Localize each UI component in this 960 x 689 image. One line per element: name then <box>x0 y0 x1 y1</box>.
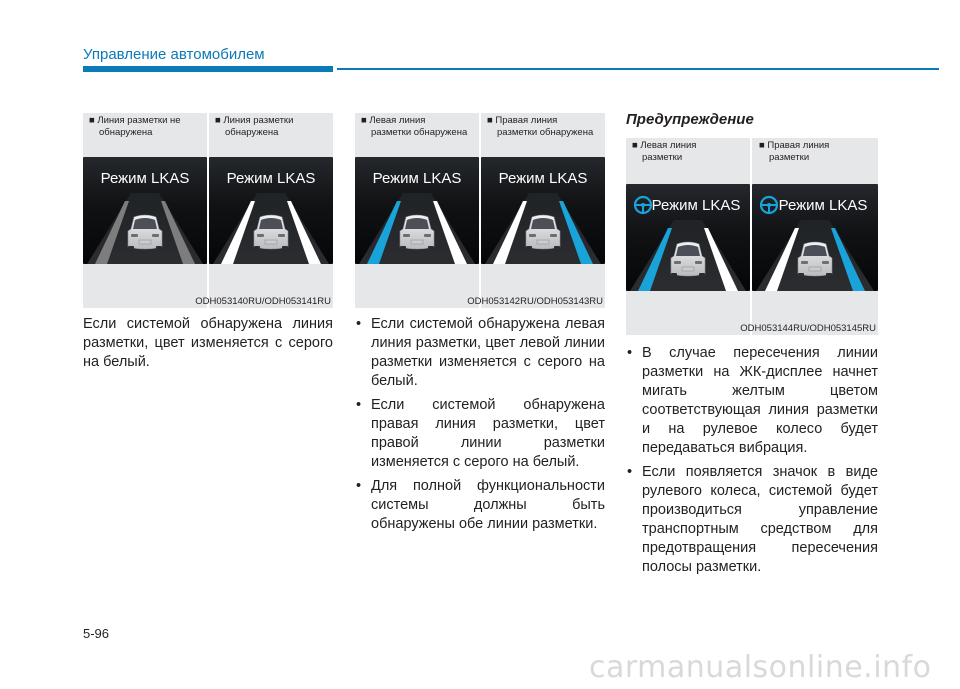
lkas-screen-right-lane <box>481 157 605 264</box>
lkas-title: Режим LKAS <box>498 170 588 187</box>
list-item: • Если появляется значок в виде рулевого колеса, системой будет производиться управление транспортным средством для предотвращения пересечения полосы разметки. <box>626 463 878 577</box>
figure-code: ODH053144RU/ODH053145RU <box>740 323 876 334</box>
caption-right-lane: ■ Правая линия разметки <box>759 140 830 163</box>
lkas-title: Режим LKAS <box>651 197 741 214</box>
figure-panel-2 <box>355 113 605 308</box>
caption-right-lane: ■ Правая линия разметки обнаружена <box>487 115 594 138</box>
list-item: • В случае пересечения линии разметки на ЖК-дисплее начнет мигать желтым цветом соответствующая линия разметки и на рулевое колесо будет передаваться вибрация. <box>626 344 878 458</box>
caption-no-lane: ■ Линия разметки не обнаружена <box>89 115 181 138</box>
lkas-title: Режим LKAS <box>226 170 316 187</box>
lkas-title: Режим LKAS <box>778 197 868 214</box>
list-item: • Если системой обнаружена правая линия разметки, цвет правой линии разметки изменяется с серого на белый. <box>355 396 605 472</box>
figure-panel-1 <box>83 113 333 308</box>
lkas-title: Режим LKAS <box>372 170 462 187</box>
caption-lane-detected: ■ Линия разметки обнаружена <box>215 115 294 138</box>
lkas-screen-both-lanes <box>209 157 333 264</box>
header-rule-thin <box>337 68 939 70</box>
list-item: • Для полной функциональности системы должны быть обнаружены обе линии разметки. <box>355 477 605 534</box>
caption-left-lane: ■ Левая линия разметки обнаружена <box>361 115 468 138</box>
list-item: • Если системой обнаружена левая линия разметки, цвет левой линии разметки изменяется с серого на белый. <box>355 315 605 391</box>
lkas-screen-left-lane <box>355 157 479 264</box>
col2-bullet-list <box>355 315 605 539</box>
caption-left-lane: ■ Левая линия разметки <box>632 140 697 163</box>
lkas-screen-right-warning <box>752 184 878 291</box>
figure-code: ODH053140RU/ODH053141RU <box>195 296 331 307</box>
figure-panel-3 <box>626 138 878 335</box>
warning-title: Предупреждение <box>626 111 754 128</box>
section-title: Управление автомобилем <box>83 46 265 63</box>
lkas-screen-no-lanes <box>83 157 207 264</box>
header-rule-thick <box>83 66 333 72</box>
watermark: carmanualsonline.info <box>589 650 932 685</box>
lkas-title: Режим LKAS <box>100 170 190 187</box>
page-number: 5-96 <box>83 626 110 641</box>
col1-paragraph: Если системой обнаружена линия разметки, цвет изменяется с серого на белый. <box>83 316 333 370</box>
figure-code: ODH053142RU/ODH053143RU <box>467 296 603 307</box>
warning-bullet-list <box>626 344 878 582</box>
lkas-screen-left-warning <box>626 184 750 291</box>
